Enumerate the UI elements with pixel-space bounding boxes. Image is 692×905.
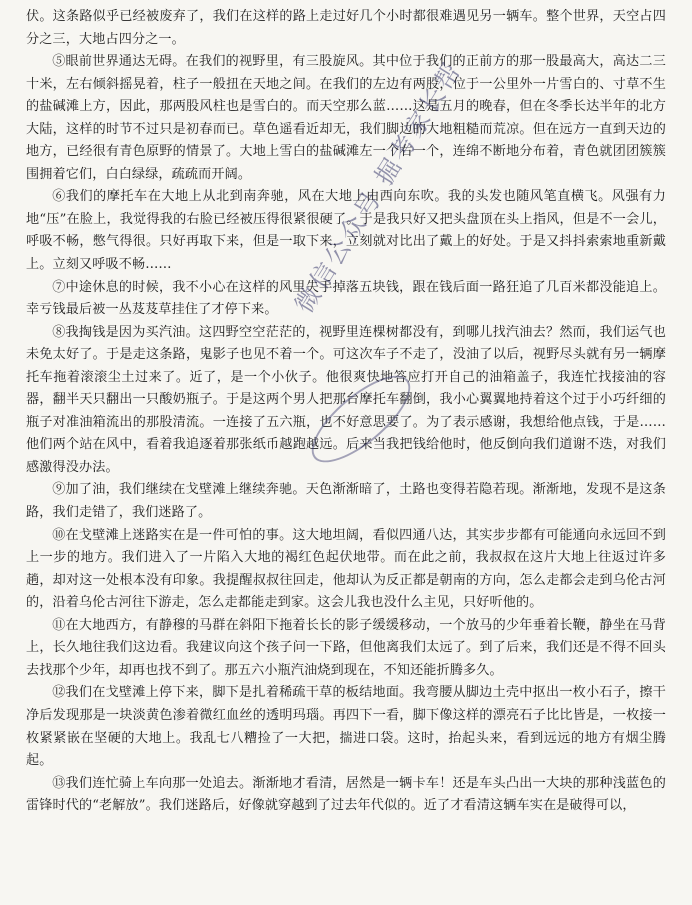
paragraph: ⑩在戈壁滩上迷路实在是一件可怕的事。这大地坦阔，看似四通八达，其实步步都有可能通向永远回不到上一步的地方。我们进入了一片陷入大地的褐红色起伏地带。而在此之前，我叔叔在这片大地上往返过许多趟，却对这一处根本没有印象。我提醒叔叔往回走，他却认为反正都是朝南的方向，怎么走都会走到乌伦古河的，沿着乌伦古河往下游走，怎么走都能走到家。这会儿我也没什么主见，只好听他的。 [26, 527, 666, 611]
watermark: 微信公众号 掘考家长帮 [289, 55, 469, 319]
paragraph: ⑫我们在戈壁滩上停下来，脚下是扎着稀疏干草的板结地面。我弯腰从脚边土壳中抠出一枚小石子，擦干净后发现那是一块淡黄色渗着微红血丝的透明玛瑙。再四下一看，脚下像这样的漂亮石子比比皆是，一枚接一枚紧紧嵌在坚硬的大地上。我乱七八糟捡了一大把，揣进口袋。这时，抬起头来，看到远远的地方有烟尘腾起。 [26, 685, 666, 769]
paragraph: ⑧我掏钱是因为买汽油。这四野空空茫茫的，视野里连棵树都没有，到哪儿找汽油去？然而，我们运气也未免太好了。于是走这条路，鬼影子也见不着一个。可这次车子不走了，没油了以后，视野尽头就有另一辆摩托车拖着滚滚尘土过来了。近了，是一个小伙子。他很爽快地答应打开自己的油箱盖子，我连忙找接油的容器，翻半天只翻出一只酸奶瓶子。于是这两个男人把那台摩托车翻倒，我小心翼翼地持着这个过于小巧纤细的瓶子对准油箱流出的那股清流。一连接了五六瓶，也不好意思要了。为了表示感谢，我想给他点钱，于是……他们两个站在风中，看着我追逐着那张纸币越跑越远。后来当我把钱给他时，他反倒向我们道谢不迭，对我们感激得没办法。 [26, 324, 666, 475]
paragraph: 伏。这条路似乎已经被废弃了，我们在这样的路上走过好几个小时都很难遇见另一辆车。整个世界，天空占四分之三，大地占四分之一。 [26, 9, 666, 47]
paragraph: ⑤眼前世界通达无碍。在我们的视野里，有三股旋风。其中位于我们的正前方的那一股最高大，高达二三十米，左右倾斜摇晃着，柱子一般扭在天地之间。在我们的左边有两股，位于一公里外一片雪白的、寸草不生的盐碱滩上方，因此，那两股风柱也是雪白的。而天空那么蓝……这是五月的晚春，但在冬季长达半年的北方大陆，这样的时节不过只是初春而已。草色遥看近却无，我们脚边的大地粗糙而荒凉。但在远方一直到天边的地方，已经很有青色原野的情景了。大地上雪白的盐碱滩左一个右一个，连绵不断地分布着，青色就团团簇簇围拥着它们，白白绿绿，疏疏而开阔。 [26, 54, 666, 182]
paragraph: ⑦中途休息的时候，我不小心在这样的风里失手掉落五块钱，跟在钱后面一路狂追了几百米都没能追上。幸亏钱最后被一丛芨芨草挂住了才停下来。 [26, 279, 666, 318]
paragraph: ⑨加了油，我们继续在戈壁滩上继续奔驰。天色渐渐暗了，土路也变得若隐若现。渐渐地，发现不是这条路，我们走错了，我们迷路了。 [26, 482, 666, 521]
paragraph: ⑪在大地西方，有静穆的马群在斜阳下拖着长长的影子缓缓移动，一个放马的少年垂着长鞭，静坐在马背上，长久地往我们这边看。我建议向这个孩子问一下路，但他离我们太远了。到了后来，我们还是不得不回头去找那个少年，却再也找不到了。那五六小瓶汽油烧到现在，不知还能折腾多久。 [26, 617, 666, 678]
paragraph: ⑥我们的摩托车在大地上从北到南奔驰，风在大地上由西向东吹。我的头发也随风笔直横飞。风强有力地“压”在脸上，我觉得我的右脸已经被压得很紧很硬了。于是我只好又把头盘顶在头上指风，但是不一会儿，呼吸不畅，憋气得很。只好再取下来，但是一取下来，立刻就对比出了戴上的好处。于是又抖抖索索地重新戴上。立刻又呼吸不畅…… [26, 189, 666, 273]
paragraph: ⑬我们连忙骑上车向那一处追去。渐渐地才看清，居然是一辆卡车！还是车头凸出一大块的那种浅蓝色的雷锋时代的“老解放”。我们迷路后，好像就穿越到了过去年代似的。近了才看清这辆车实在是破得可以， [26, 775, 666, 814]
